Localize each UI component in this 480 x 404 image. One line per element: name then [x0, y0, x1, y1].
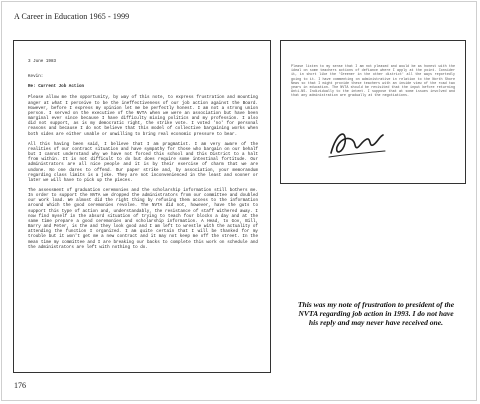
letter-paragraph-1: Please allow me the opportunity, by way of this note, to express frustration and mounting anger at what I perceive to be the ineffectiveness of our job action against the Board. However, before I express my opinion let me be perfectly honest. I am not a strong union person. I served on the executive of the NVTA when we were an association but have been marginal ever since because I have difficulty mixing politics and my profession. I also did not support, as is my democratic right, the strike vote. I voted 'no' for personal reasons and because I do not believe that this model of collective bargaining works when both sides are either unable or unwilling to bring real economic pressure to bear. [28, 95, 258, 137]
page-number: 176 [14, 381, 26, 390]
figure-caption: This was my note of frustration to president of the NVTA regarding job action in 1993. I do not have his reply and may never have received one. [297, 300, 455, 327]
letter-paragraph-2: All this having been said, I believe that I am pragmatist. I am very aware of the realities of our contract situation and have sympathy for those who bargain on our behalf but I cannot understand why we have not forced this school and this District to a halt from within. It is not difficult to do but does require some intestinal fortitude. Our administrators are all nice people and it is by their exercise of charm that we are undone. No one dares to offend. Our paper strike and, by association, your memorandum regarding class limits is a joke. They are not inconvenienced in the least and sooner or later we will have to pick up the pieces. [28, 141, 258, 183]
memo-text: Please listen to my sense that I am not pleased and would be as honest with the ideal on some teachers actions of defiance where I apply at the point. Consider it, in short like the 'Greener in the other district' all the ways reportedly going to it. I have commenting on administrative in relation to the North Shore News so that I might provide these teachers with an inside view of the road two years in education. The NVTA should be revisited that the input before returning Anti-NS. Individually to the intent. I suppose that at some issues involved and that any administration are gradually at the negotiations. [291, 65, 455, 99]
letter-date: 3 June 1983 [28, 59, 57, 64]
typed-letter [13, 40, 271, 373]
handwritten-memo [280, 40, 466, 184]
signature-image [327, 123, 387, 163]
running-head: A Career in Education 1965 - 1999 [14, 12, 130, 21]
letter-paragraph-3: The assessment of graduation ceremonies and the scholarship information still bothers me. In order to support the NVTA we dropped the administrators from our committee and doubled our work load. We almost did the right thing by refusing them access to the information around which the good ceremonies revolve. The NVTA did not, however, have the guts to support this type of action and, understandably, the resistance of staff withered away. I now find myself in the absurd situation of trying to teach four blocks a day and at the same time prepare a good ceremonies and scholarship information. A Head, to Gov, Bill, Barry and Peter, is the and they look good and I am left to wrestle with the actuality of attending the function I organized. I am quite certain that I will be thanked for my trouble but it won't get me a new contract and it may not keep me off the street. In the mean time my committee and I are breaking our backs to complete this work on schedule and the administrators are left with nothing to do. [28, 187, 258, 250]
letter-subject: Re: Current Job Action [28, 84, 85, 90]
letter-salutation: Kevin: [28, 74, 44, 80]
